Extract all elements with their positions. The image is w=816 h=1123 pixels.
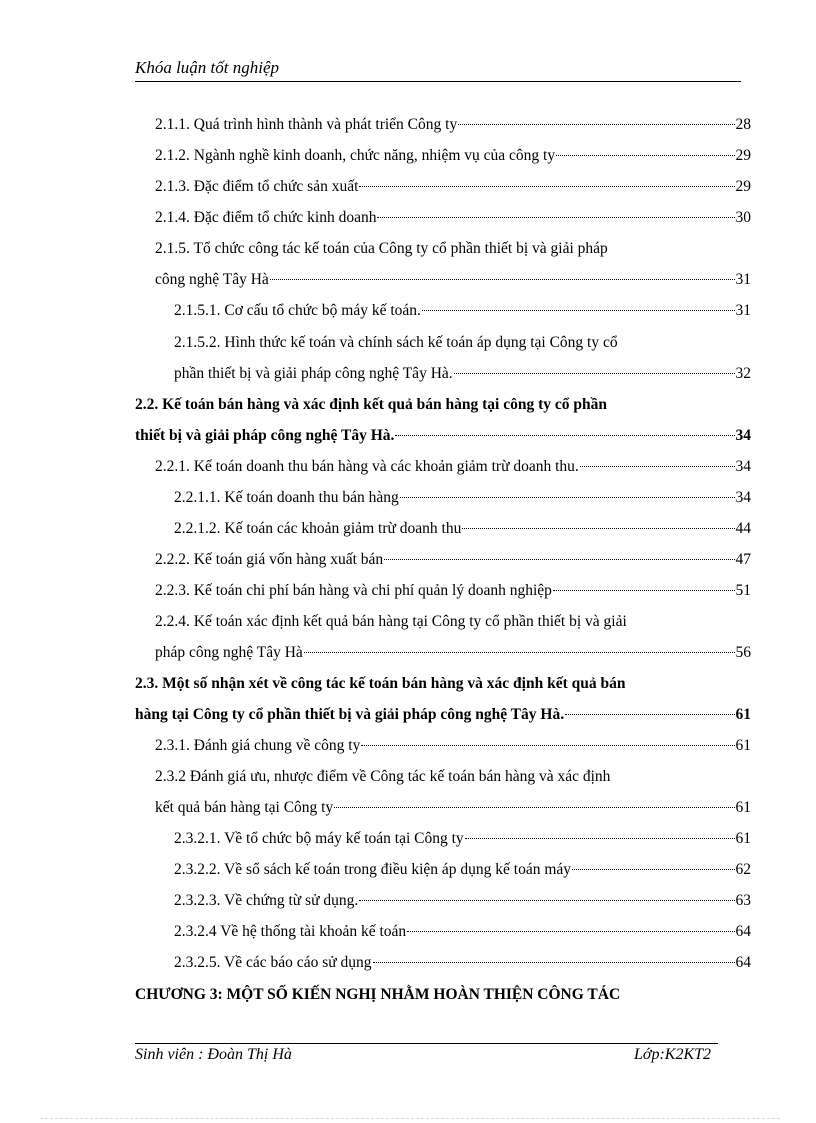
toc-page-number: 31 [735, 271, 751, 288]
toc-entry[interactable] [155, 146, 751, 166]
toc-entry-text: 2.3.2.5. Về các báo cáo sử dụng [174, 954, 372, 971]
dot-leader [359, 900, 734, 901]
toc-entry-text: 2.2.1.1. Kế toán doanh thu bán hàng [174, 489, 399, 506]
toc-entry-text: 2.1.2. Ngành nghề kinh doanh, chức năng, nhiệm vụ của công ty [155, 147, 556, 164]
dot-leader [361, 745, 734, 746]
toc-entry-text: 2.3.1. Đánh giá chung về công ty [155, 737, 361, 754]
toc-page-number: 63 [735, 892, 751, 909]
toc-entry-text: phần thiết bị và giải pháp công nghệ Tây Hà. [174, 365, 453, 382]
toc-entry-text: 2.1.1. Quá trình hình thành và phát triển Công ty [155, 116, 458, 133]
toc-entry-line1: 2.2. Kế toán bán hàng và xác định kết quả bán hàng tại công ty cổ phần [135, 396, 608, 413]
toc-entry-line1: 2.3.2 Đánh giá ưu, nhược điểm về Công tác kế toán bán hàng và xác định [155, 768, 611, 785]
toc-entry[interactable] [155, 270, 751, 290]
dot-leader [465, 838, 735, 839]
toc-page-number: 47 [735, 551, 751, 568]
dot-leader [556, 155, 734, 156]
dot-leader [400, 497, 735, 498]
toc-page-number: 30 [735, 209, 751, 226]
toc-page-number: 29 [735, 147, 751, 164]
dot-leader [407, 931, 734, 932]
toc-entry[interactable] [174, 301, 751, 321]
toc-entry-line1: 2.1.5. Tổ chức công tác kế toán của Công ty cổ phần thiết bị và giải pháp [155, 240, 608, 257]
dot-leader [572, 869, 734, 870]
toc-entry[interactable] [155, 457, 751, 477]
toc-entry-text: 2.2.2. Kế toán giá vốn hàng xuất bán [155, 551, 384, 568]
dot-leader [270, 279, 735, 280]
dot-leader [373, 962, 735, 963]
toc-entry[interactable] [174, 519, 751, 539]
toc-entry-text: kết quả bán hàng tại Công ty [155, 799, 334, 816]
toc-page-number: 34 [735, 458, 751, 475]
footer-student-name: Sinh viên : Đoàn Thị Hà [135, 1046, 292, 1063]
toc-entry-text: 2.3.2.2. Về sổ sách kế toán trong điều kiện áp dụng kế toán máy [174, 861, 572, 878]
dot-leader [384, 559, 734, 560]
toc-entry-text: 2.2.3. Kế toán chi phí bán hàng và chi phí quản lý doanh nghiệp [155, 582, 552, 599]
toc-entry[interactable] [155, 550, 751, 570]
dot-leader [395, 435, 734, 436]
toc-entry[interactable] [155, 798, 751, 818]
dot-leader [334, 807, 734, 808]
toc-page-number: 64 [735, 923, 751, 940]
toc-page-number: 56 [735, 644, 751, 661]
dot-leader [553, 590, 735, 591]
toc-entry[interactable] [135, 705, 751, 725]
page-break-line [40, 1118, 780, 1119]
toc-page-number: 34 [735, 489, 751, 506]
toc-page-number: 29 [735, 178, 751, 195]
dot-leader [462, 528, 734, 529]
toc-entry-text: 2.3.2.4 Về hệ thống tài khoản kế toán [174, 923, 407, 940]
toc-entry-text: hàng tại Công ty cổ phần thiết bị và giải pháp công nghệ Tây Hà. [135, 706, 565, 723]
toc-entry-text: 2.1.3. Đặc điểm tổ chức sản xuất [155, 178, 359, 195]
toc-page-number: 61 [735, 706, 751, 723]
toc-entry[interactable] [135, 426, 751, 446]
toc-page-number: 44 [735, 520, 751, 537]
toc-entry[interactable] [155, 736, 751, 756]
toc-entry-text: thiết bị và giải pháp công nghệ Tây Hà. [135, 427, 395, 444]
footer-rule [135, 1043, 718, 1044]
toc-entry-line1: 2.3. Một số nhận xét về công tác kế toán bán hàng và xác định kết quả bán [135, 675, 626, 692]
dot-leader [454, 373, 735, 374]
toc-entry[interactable] [174, 364, 751, 384]
toc-page-number: 61 [735, 737, 751, 754]
toc-page-number: 61 [735, 799, 751, 816]
toc-page-number: 31 [735, 302, 751, 319]
toc-page-number: 51 [735, 582, 751, 599]
toc-page-number: 32 [735, 365, 751, 382]
toc-entry-text: 2.3.2.1. Về tổ chức bộ máy kế toán tại Công ty [174, 830, 464, 847]
toc-entry-line1: 2.1.5.2. Hình thức kế toán và chính sách kế toán áp dụng tại Công ty cổ [174, 334, 618, 351]
toc-entry-text: 2.2.1.2. Kế toán các khoản giảm trừ doanh thu [174, 520, 462, 537]
toc-entry[interactable] [174, 829, 751, 849]
toc-page-number: 34 [735, 427, 751, 444]
toc-entry[interactable] [174, 891, 751, 911]
toc-entry[interactable] [155, 581, 751, 601]
toc-entry-text: 2.1.5.1. Cơ cấu tổ chức bộ máy kế toán. [174, 302, 421, 319]
toc-page-number: 64 [735, 954, 751, 971]
header-rule [135, 81, 741, 82]
dot-leader [565, 714, 734, 715]
page-header-title: Khóa luận tốt nghiệp [135, 58, 280, 77]
toc-entry-text: pháp công nghệ Tây Hà [155, 644, 303, 661]
toc-entry-text: 2.1.4. Đặc điểm tổ chức kinh doanh [155, 209, 377, 226]
toc-entry[interactable] [155, 208, 751, 228]
toc-page-number: 62 [735, 861, 751, 878]
toc-entry[interactable] [174, 922, 751, 942]
footer-class: Lớp:K2KT2 [634, 1046, 712, 1063]
dot-leader [359, 186, 734, 187]
toc-entry[interactable] [155, 643, 751, 663]
dot-leader [458, 124, 734, 125]
toc-entry-text: 2.2.1. Kế toán doanh thu bán hàng và các khoản giảm trừ doanh thu. [155, 458, 579, 475]
toc-chapter-heading[interactable]: CHƯƠNG 3: MỘT SỐ KIẾN NGHỊ NHẰM HOÀN THIỆN CÔNG TÁC [135, 986, 621, 1003]
toc-entry[interactable] [174, 860, 751, 880]
toc-entry-text: 2.3.2.3. Về chứng từ sử dụng. [174, 892, 359, 909]
dot-leader [580, 466, 735, 467]
dot-leader [377, 217, 734, 218]
dot-leader [422, 310, 735, 311]
toc-entry[interactable] [155, 177, 751, 197]
toc-entry[interactable] [174, 488, 751, 508]
toc-entry[interactable] [174, 953, 751, 973]
toc-entry-text: công nghệ Tây Hà [155, 271, 269, 288]
dot-leader [304, 652, 735, 653]
toc-page-number: 28 [735, 116, 751, 133]
toc-entry[interactable] [155, 115, 751, 135]
toc-page-number: 61 [735, 830, 751, 847]
toc-entry-line1: 2.2.4. Kế toán xác định kết quả bán hàng tại Công ty cổ phần thiết bị và giải [155, 613, 627, 630]
